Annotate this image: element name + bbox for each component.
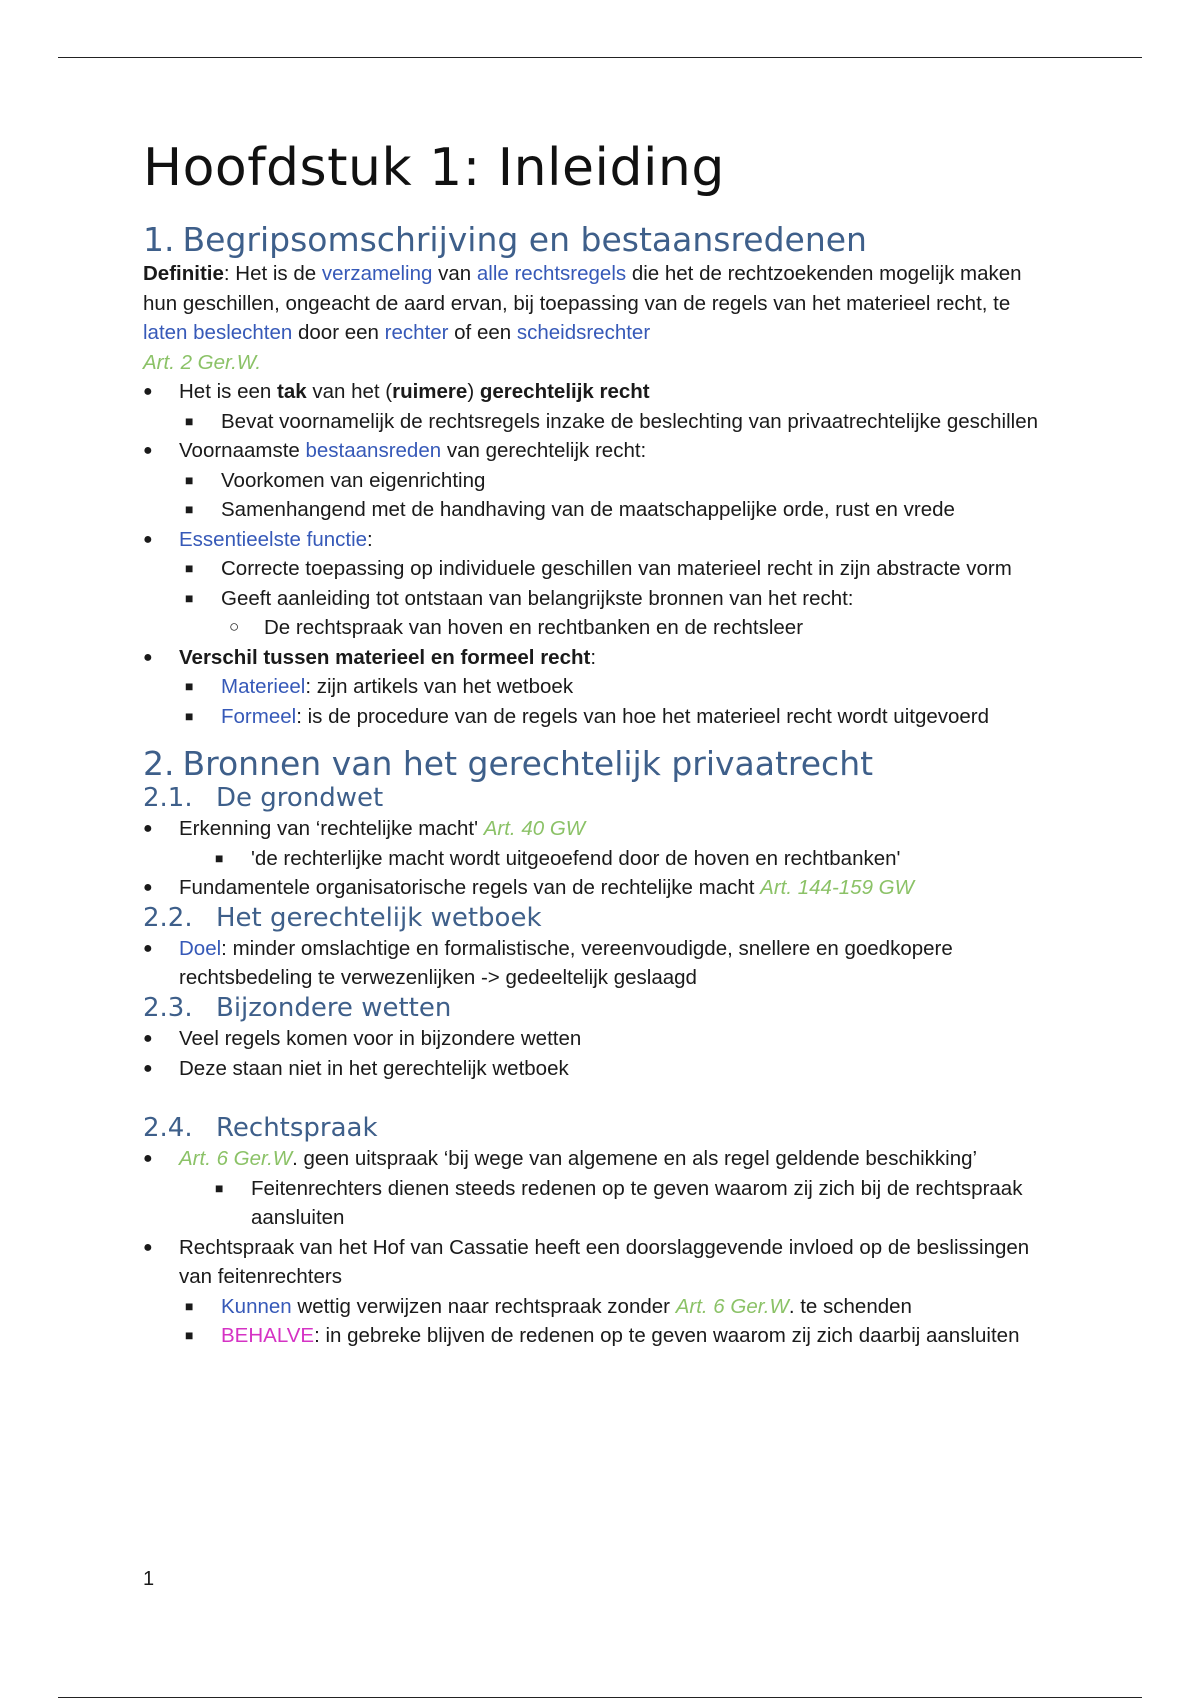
section-2-1-heading: 2.1. De grondwet [143,783,384,814]
section-2-4-heading: 2.4. Rechtspraak [143,1113,378,1144]
document-page [143,140,1043,1351]
list-item: ● Fundamentele organisatorische regels van de rechtelijke macht Art. 144-159 GW [143,876,914,900]
list-item: ■ BEHALVE: in gebreke blijven de redenen op te geven waarom zij zich daarbij aansluiten [185,1324,1020,1348]
list-item: ● Art. 6 Ger.W. geen uitspraak ‘bij wege van algemene en als regel geldende beschikking’ [143,1147,978,1171]
section-1-list [143,377,1043,731]
list-item: ■ Correcte toepassing op individuele geschillen van materieel recht in zijn abstracte vorm [185,557,1012,581]
article-reference: Art. 2 Ger.W. [143,350,262,374]
section-2-3-heading: 2.3. Bijzondere wetten [143,992,452,1023]
header-rule [58,57,1142,58]
list-item: ■ Bevat voornamelijk de rechtsregels inzake de beslechting van privaatrechtelijke geschillen [185,409,1039,433]
page-number: 1 [143,1568,155,1590]
list-item: ● Deze staan niet in het gerechtelijk wetboek [143,1056,569,1080]
section-2-3-list [143,1024,1043,1083]
list-item: ● Veel regels komen voor in bijzondere wetten [143,1027,582,1051]
list-item: ● Erkenning van ‘rechtelijke macht' Art. 40 GW [143,817,586,841]
section-2-heading: 2. Bronnen van het gerechtelijk privaatrecht [143,744,874,784]
page-title: Hoofdstuk 1: Inleiding [143,138,725,198]
list-item: ● Verschil tussen materieel en formeel recht: [143,645,597,669]
list-item: ■ Materieel: zijn artikels van het wetboek [185,675,574,699]
list-item: ■ Samenhangend met de handhaving van de maatschappelijke orde, rust en vrede [185,498,955,522]
list-item: ○ De rechtspraak van hoven en rechtbanken en de rechtsleer [229,616,804,640]
list-item: ■ Formeel: is de procedure van de regels van hoe het materieel recht wordt uitgevoerd [185,704,990,728]
list-item: ● Doel: minder omslachtige en formalistische, vereenvoudigde, snellere en goedkopere rechtsbedeling te verwezenlijken -> gedeeltelijk geslaagd [143,936,953,990]
list-item: ■ Voorkomen van eigenrichting [185,468,486,492]
section-2-4-list [143,1144,1043,1351]
section-2-2-heading: 2.2. Het gerechtelijk wetboek [143,902,542,933]
section-2-2-list [143,934,1043,993]
list-item: ■ 'de rechterlijke macht wordt uitgeoefend door de hoven en rechtbanken' [215,846,901,870]
list-item: ● Rechtspraak van het Hof van Cassatie heeft een doorslaggevende invloed op de beslissingen van feitenrechters [143,1235,1030,1289]
list-item: ● Het is een tak van het (ruimere) gerechtelijk recht [143,380,650,404]
section-2-1-list [143,814,1043,903]
list-item: ■ Feitenrechters dienen steeds redenen op te geven waarom zij zich bij de rechtspraak aansluiten [215,1176,1023,1230]
list-item: ● Voornaamste bestaansreden van gerechtelijk recht: [143,439,647,463]
section-1-heading: 1. Begripsomschrijving en bestaansredenen [143,220,867,260]
footer-rule [58,1697,1142,1698]
definition-paragraph: Definitie: Het is de verzameling van alle rechtsregels die het de rechtzoekenden mogelijk maken hun geschillen, ongeacht de aard ervan, bij toepassing van de regels van het materieel recht, te laten beslechten door een rechter of een scheidsrechter [143,262,1022,345]
list-item: ■ Geeft aanleiding tot ontstaan van belangrijkste bronnen van het recht: [185,586,854,610]
list-item: ■ Kunnen wettig verwijzen naar rechtspraak zonder Art. 6 Ger.W. te schenden [185,1294,912,1318]
list-item: ● Essentieelste functie: [143,527,373,551]
